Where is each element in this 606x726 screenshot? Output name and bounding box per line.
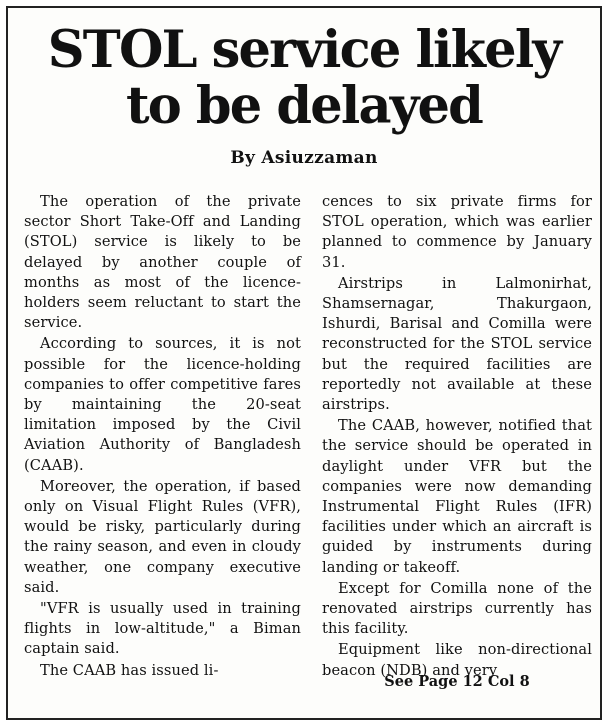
right-column [322,192,592,681]
paragraph: cences to six private firms for STOL operation, which was earlier planned to commence by January 31. [322,193,592,271]
paragraph: The CAAB has issued li- [40,661,219,679]
paragraph: Except for Comilla none of the renovated airstrips currently has this facility. [322,579,592,638]
headline [8,8,600,134]
paragraph: Equipment like non-directional beacon (NDB) and very [322,641,592,679]
continuation-jump: See Page 12 Col 8 [384,673,530,690]
paragraph: "VFR is usually used in training flights in low-altitude," a Biman captain said. [24,600,301,658]
headline-line-2: to be delayed [125,76,483,136]
news-clipping [6,6,602,720]
article-body [24,192,592,694]
byline: By Asiuzzaman [230,148,378,168]
paragraph: The CAAB, however, notified that the service should be operated in daylight under VFR but the companies were now demanding Instrumental Flight Rules (IFR) facilities under which an aircraft is guided by instruments during landing or takeoff. [322,417,592,576]
paragraph: The operation of the private sector Short Take-Off and Landing (STOL) service is likely to be delayed by another couple of months as most of the licence-holders seem reluctant to start the service. [24,193,301,332]
paragraph: Airstrips in Lalmonirhat, Shamsernagar, Thakurgaon, Ishurdi, Barisal and Comilla were reconstructed for the STOL service but the required facilities are reportedly not available at these airstrips. [322,274,592,414]
paragraph: Moreover, the operation, if based only on Visual Flight Rules (VFR), would be risky, particularly during the rainy season, and even in cloudy weather, one company executive said. [24,477,301,596]
paragraph: According to sources, it is not possible for the licence-holding companies to offer competitive fares by maintaining the 20-seat limitation imposed by the Civil Aviation Authority of Bangladesh (CAAB). [24,335,301,474]
headline-line-1: STOL service likely [47,20,561,80]
left-column [24,192,301,681]
